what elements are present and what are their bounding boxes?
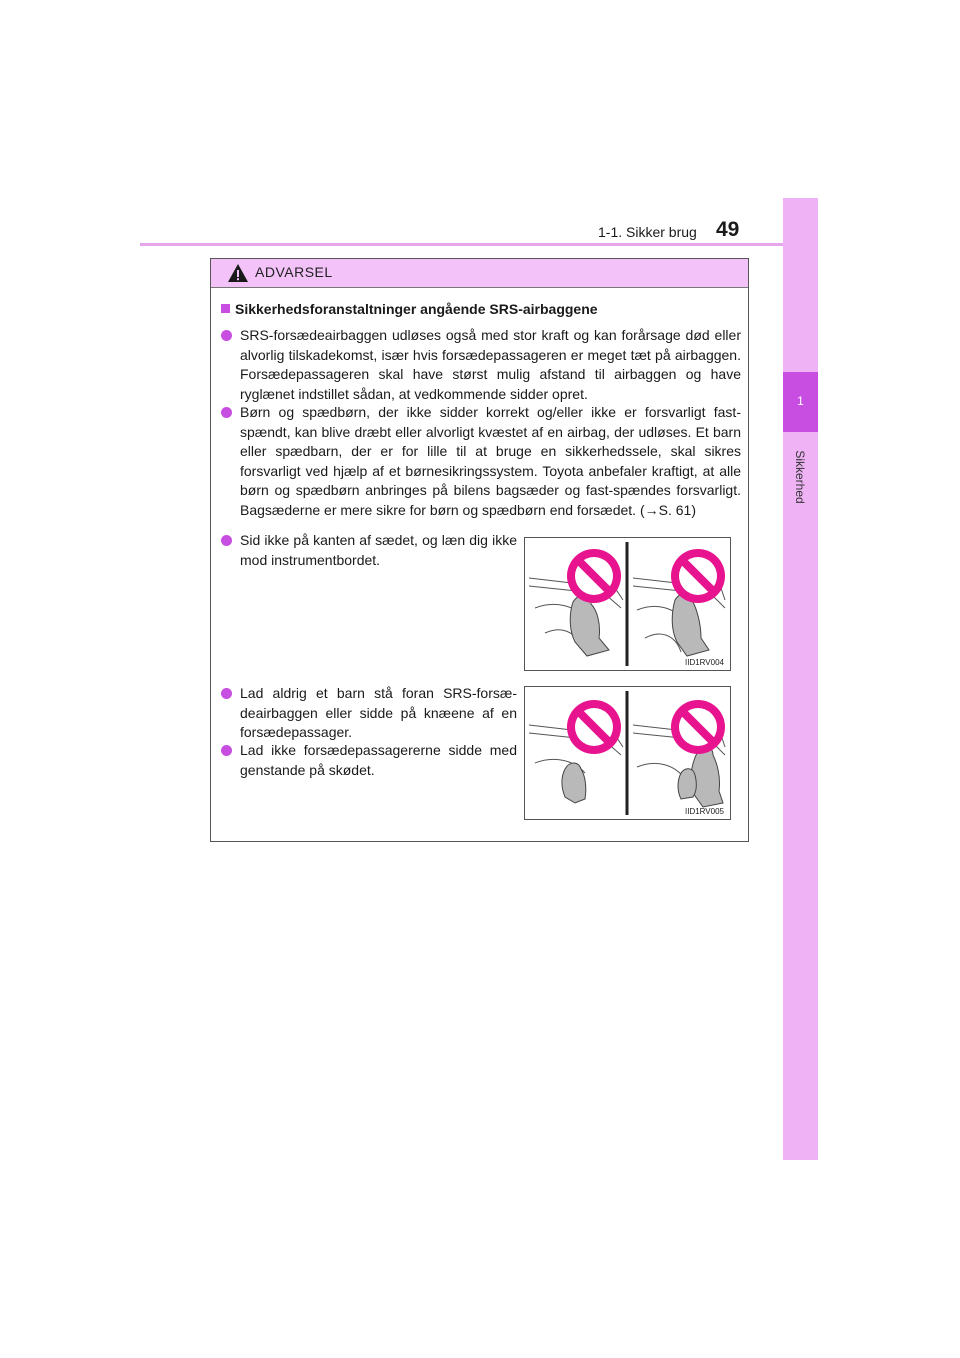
bullet-dot-icon xyxy=(221,688,232,699)
bullet-dot-icon xyxy=(221,745,232,756)
bullet-objects-lap: Lad ikke forsædepassagererne sidde med genstande på skødet. xyxy=(221,741,517,780)
illustration-seat-position xyxy=(524,537,731,671)
bullet-child-standing: Lad aldrig et barn stå foran SRS-forsæ-deairbaggen eller sidde på knæene af en forsædepassager. xyxy=(221,684,517,743)
illustration-child-lap xyxy=(524,686,731,820)
bullet-dot-icon xyxy=(221,407,232,418)
page-number: 49 xyxy=(716,218,740,241)
square-bullet-icon xyxy=(221,304,230,313)
cabin-illustration-icon xyxy=(525,687,730,819)
section-title: 1-1. Sikker brug xyxy=(598,224,697,240)
section-heading: Sikkerhedsforanstaltninger angående SRS-airbaggene xyxy=(221,301,598,317)
bullet-seat-edge: Sid ikke på kanten af sædet, og læn dig ikke mod instrumentbordet. xyxy=(221,531,517,570)
illustration-code: IID1RV004 xyxy=(685,658,724,667)
warning-title: ADVARSEL xyxy=(255,264,333,280)
bullet-airbag-force: SRS-forsædeairbaggen udløses også med stor kraft og kan forårsage død eller alvorlig tilskadekomst, især hvis forsædepassageren er meget tæt på airbaggen. Forsædepassageren skal have størst mulig afstand til airbaggen og have ryglænet indstillet sådan, at vedkommende sidder opret. xyxy=(221,326,741,404)
chapter-number: 1 xyxy=(797,394,804,408)
warning-box xyxy=(210,258,749,842)
bullet-children: Børn og spædbørn, der ikke sidder korrekt og/eller ikke er forsvarligt fast-spændt, kan blive dræbt eller alvorligt kvæstet af en airbag, der udløses. Et barn eller spædbarn, der er for lille til at bruge en sikkerhedssele, skal sikres forsvarligt ved hjælp af et børnesikringssystem. Toyota anbefaler kraftigt, at alle børn og spædbørn anbringes på bilens bagsæder og fast-spændes forsvarligt. Bagsæderne er mere sikre for børn og spædbørn end forsædet. (→S. 61) xyxy=(221,403,741,520)
bullet-dot-icon xyxy=(221,330,232,341)
illustration-code: IID1RV005 xyxy=(685,807,724,816)
chapter-label: Sikkerhed xyxy=(793,450,807,504)
cabin-illustration-icon xyxy=(525,538,730,670)
bullet-dot-icon xyxy=(221,535,232,546)
header-rule xyxy=(140,243,818,246)
warning-header xyxy=(211,259,748,288)
warning-triangle-icon xyxy=(227,263,249,283)
side-strip xyxy=(783,198,818,1160)
